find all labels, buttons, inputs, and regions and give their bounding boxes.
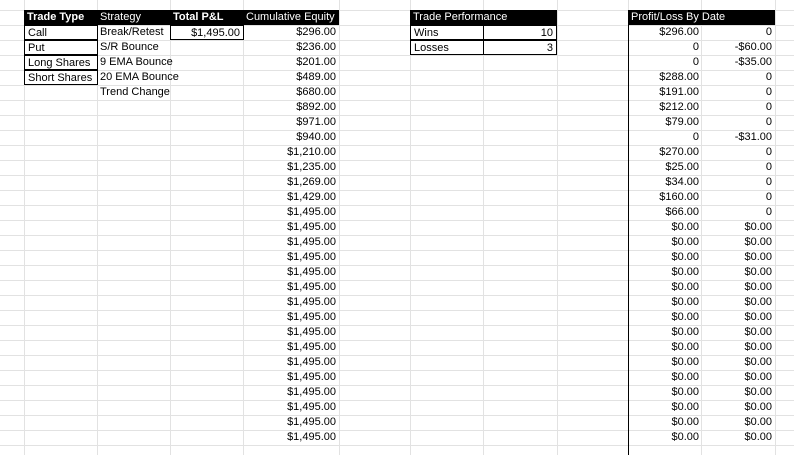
profit-cell[interactable]: 0	[692, 131, 699, 143]
loss-cell[interactable]: $0.00	[744, 296, 772, 308]
loss-cell[interactable]: $0.00	[744, 371, 772, 383]
loss-cell[interactable]: $0.00	[744, 326, 772, 338]
header-trade-type[interactable]: Trade Type	[24, 10, 98, 25]
profit-cell[interactable]: $0.00	[671, 296, 699, 308]
loss-cell[interactable]: 0	[765, 86, 772, 98]
profit-cell[interactable]: $25.00	[665, 161, 699, 173]
profit-cell[interactable]: $0.00	[671, 356, 699, 368]
profit-cell[interactable]: $0.00	[671, 341, 699, 353]
profit-cell[interactable]: 0	[692, 56, 699, 68]
profit-cell[interactable]: $288.00	[659, 71, 699, 83]
equity-cell[interactable]: $940.00	[296, 131, 336, 143]
header-cumulative-equity[interactable]: Cumulative Equity	[243, 10, 339, 25]
profit-loss-border	[628, 10, 629, 455]
equity-cell[interactable]: $489.00	[296, 71, 336, 83]
loss-cell[interactable]: 0	[765, 206, 772, 218]
profit-cell[interactable]: $0.00	[671, 401, 699, 413]
profit-cell[interactable]: $0.00	[671, 386, 699, 398]
loss-cell[interactable]: 0	[765, 116, 772, 128]
equity-cell[interactable]: $1,429.00	[287, 191, 336, 203]
loss-cell[interactable]: $0.00	[744, 416, 772, 428]
profit-cell[interactable]: $0.00	[671, 371, 699, 383]
equity-cell[interactable]: $971.00	[296, 116, 336, 128]
equity-cell[interactable]: $201.00	[296, 56, 336, 68]
trade-type-cell[interactable]: Call	[24, 25, 98, 40]
strategy-cell[interactable]: 9 EMA Bounce	[100, 56, 173, 68]
wins-label[interactable]: Wins	[410, 25, 484, 40]
profit-cell[interactable]: $0.00	[671, 266, 699, 278]
loss-cell[interactable]: 0	[765, 101, 772, 113]
equity-cell[interactable]: $236.00	[296, 41, 336, 53]
profit-cell[interactable]: $0.00	[671, 236, 699, 248]
loss-cell[interactable]: -$31.00	[734, 131, 772, 143]
equity-cell[interactable]: $1,495.00	[287, 251, 336, 263]
equity-cell[interactable]: $296.00	[296, 26, 336, 38]
losses-value[interactable]: 3	[483, 40, 557, 55]
profit-cell[interactable]: $0.00	[671, 326, 699, 338]
profit-cell[interactable]: $34.00	[665, 176, 699, 188]
profit-cell[interactable]: $66.00	[665, 206, 699, 218]
profit-cell[interactable]: $79.00	[665, 116, 699, 128]
equity-cell[interactable]: $1,495.00	[287, 266, 336, 278]
loss-cell[interactable]: 0	[765, 146, 772, 158]
equity-cell[interactable]: $1,495.00	[287, 296, 336, 308]
profit-cell[interactable]: $0.00	[671, 431, 699, 443]
loss-cell[interactable]: $0.00	[744, 401, 772, 413]
equity-cell[interactable]: $1,495.00	[287, 386, 336, 398]
profit-cell[interactable]: $160.00	[659, 191, 699, 203]
profit-cell[interactable]: $0.00	[671, 311, 699, 323]
profit-cell[interactable]: $212.00	[659, 101, 699, 113]
loss-cell[interactable]: 0	[765, 161, 772, 173]
loss-cell[interactable]: $0.00	[744, 266, 772, 278]
profit-cell[interactable]: $0.00	[671, 221, 699, 233]
loss-cell[interactable]: 0	[765, 71, 772, 83]
strategy-cell[interactable]: 20 EMA Bounce	[100, 71, 179, 83]
loss-cell[interactable]: $0.00	[744, 431, 772, 443]
equity-cell[interactable]: $1,495.00	[287, 371, 336, 383]
profit-cell[interactable]: $0.00	[671, 416, 699, 428]
loss-cell[interactable]: $0.00	[744, 341, 772, 353]
equity-cell[interactable]: $1,495.00	[287, 236, 336, 248]
loss-cell[interactable]: $0.00	[744, 356, 772, 368]
header-profit-loss-by-date[interactable]: Profit/Loss By Date	[628, 10, 775, 25]
loss-cell[interactable]: $0.00	[744, 251, 772, 263]
strategy-cell[interactable]: Trend Change	[100, 86, 170, 98]
loss-cell[interactable]: -$35.00	[734, 56, 772, 68]
profit-cell[interactable]: $270.00	[659, 146, 699, 158]
equity-cell[interactable]: $1,210.00	[287, 146, 336, 158]
equity-cell[interactable]: $1,495.00	[287, 341, 336, 353]
total-pnl-value[interactable]: $1,495.00	[170, 25, 244, 40]
loss-cell[interactable]: -$60.00	[734, 41, 772, 53]
strategy-cell[interactable]: S/R Bounce	[100, 41, 159, 53]
loss-cell[interactable]: 0	[765, 191, 772, 203]
header-trade-performance[interactable]: Trade Performance	[410, 10, 557, 25]
equity-cell[interactable]: $1,269.00	[287, 176, 336, 188]
equity-cell[interactable]: $1,235.00	[287, 161, 336, 173]
equity-cell[interactable]: $1,495.00	[287, 401, 336, 413]
profit-cell[interactable]: $0.00	[671, 251, 699, 263]
equity-cell[interactable]: $1,495.00	[287, 431, 336, 443]
losses-label[interactable]: Losses	[410, 40, 484, 55]
trade-type-cell[interactable]: Short Shares	[24, 70, 98, 85]
profit-cell[interactable]: $296.00	[659, 26, 699, 38]
profit-cell[interactable]: 0	[692, 41, 699, 53]
wins-value[interactable]: 10	[483, 25, 557, 40]
profit-cell[interactable]: $191.00	[659, 86, 699, 98]
equity-cell[interactable]: $1,495.00	[287, 416, 336, 428]
loss-cell[interactable]: $0.00	[744, 386, 772, 398]
strategy-cell[interactable]: Break/Retest	[100, 26, 164, 38]
loss-cell[interactable]: $0.00	[744, 311, 772, 323]
equity-cell[interactable]: $680.00	[296, 86, 336, 98]
loss-cell[interactable]: $0.00	[744, 221, 772, 233]
profit-cell[interactable]: $0.00	[671, 281, 699, 293]
equity-cell[interactable]: $1,495.00	[287, 281, 336, 293]
loss-cell[interactable]: $0.00	[744, 281, 772, 293]
loss-cell[interactable]: 0	[765, 26, 772, 38]
equity-cell[interactable]: $1,495.00	[287, 221, 336, 233]
equity-cell[interactable]: $1,495.00	[287, 206, 336, 218]
header-strategy[interactable]: Strategy	[97, 10, 171, 25]
loss-cell[interactable]: 0	[765, 176, 772, 188]
equity-cell[interactable]: $1,495.00	[287, 356, 336, 368]
equity-cell[interactable]: $892.00	[296, 101, 336, 113]
trade-type-cell[interactable]: Long Shares	[24, 55, 98, 70]
equity-cell[interactable]: $1,495.00	[287, 326, 336, 338]
trade-type-cell[interactable]: Put	[24, 40, 98, 55]
equity-cell[interactable]: $1,495.00	[287, 311, 336, 323]
header-total-pnl[interactable]: Total P&L	[170, 10, 244, 25]
loss-cell[interactable]: $0.00	[744, 236, 772, 248]
